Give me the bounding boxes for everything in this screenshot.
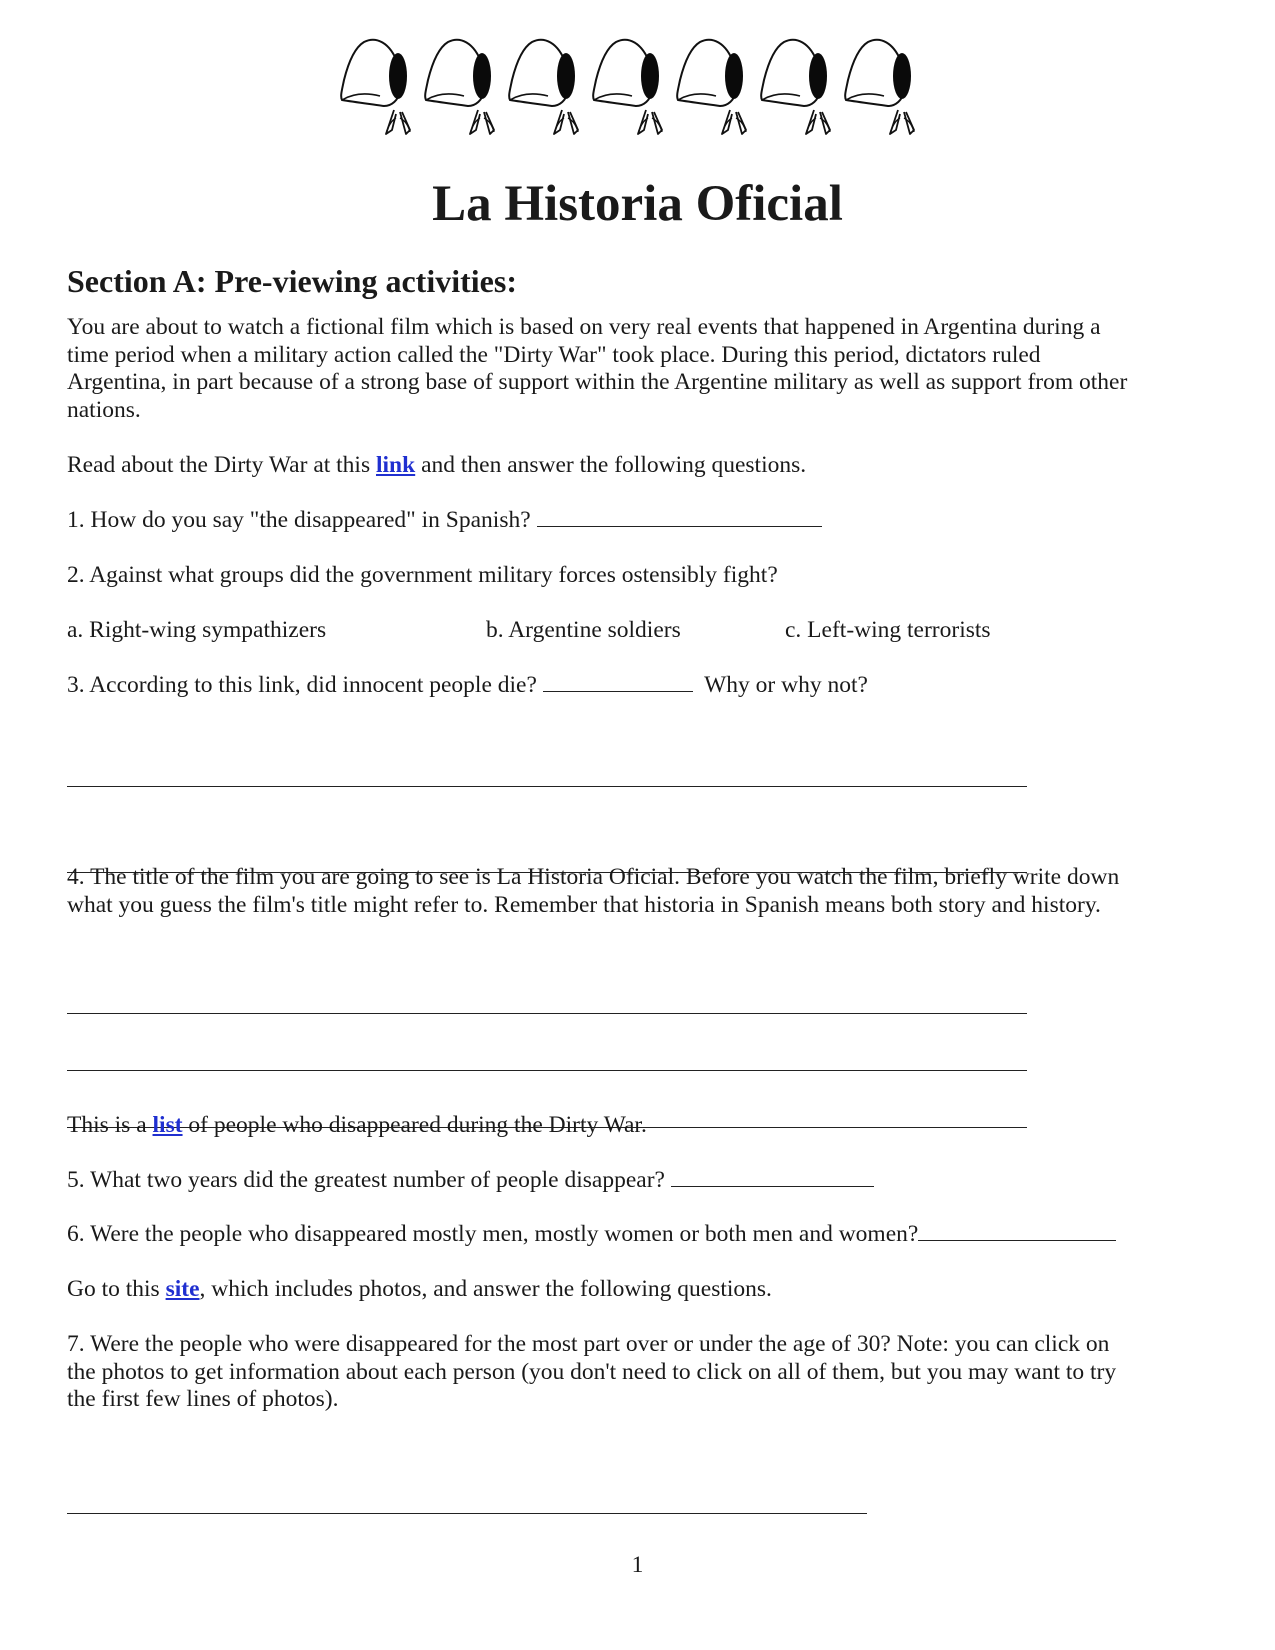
answer-line[interactable] [67,1513,867,1514]
site-intro-text: , which includes photos, and answer the following questions. [199,1276,772,1302]
headscarf-icon [593,40,662,134]
option-a[interactable]: a. Right-wing sympathizers [67,617,327,643]
headscarf-icon [845,40,914,134]
list-paragraph [67,1111,647,1140]
answer-blank-6[interactable] [918,1220,1116,1241]
question-3-text: 3. According to this link, did innocent people die? [67,672,537,698]
headscarf-icon [761,40,830,134]
read-about-text: and then answer the following questions. [415,452,807,478]
answer-blank-1[interactable] [537,506,822,527]
question-1-text: 1. How do you say "the disappeared" in Spanish? [67,507,531,533]
headscarf-banner-graphic [340,34,940,146]
question-5 [67,1166,874,1195]
question-7-line: 7. Were the people who were disappeared for the most part over or under the age of 30? Note: you can click on [67,1331,1110,1357]
question-2: 2. Against what groups did the government military forces ostensibly fight? [67,562,778,588]
photos-site-link[interactable]: site [165,1276,200,1302]
dirty-war-link[interactable]: link [375,452,416,478]
answer-line[interactable] [67,1070,1027,1071]
section-heading: Section A: Pre-viewing activities: [67,263,517,299]
option-c[interactable]: c. Left-wing terrorists [785,617,991,643]
question-3 [67,671,868,700]
answer-blank-3[interactable] [543,671,693,692]
site-paragraph [67,1275,772,1304]
intro-line: You are about to watch a fictional film which is based on very real events that happened in Argentina during a [67,314,1101,340]
answer-line[interactable] [67,786,1027,787]
question-4-line: 4. The title of the film you are going to see is La Historia Oficial. Before you watch the film, briefly write down [67,864,1120,890]
read-about-paragraph [67,451,806,480]
list-intro-text: This is a [67,1112,153,1138]
page-title: La Historia Oficial [432,176,843,232]
question-4-line: what you guess the film's title might refer to. Remember that historia in Spanish means both story and history. [67,892,1101,918]
question-7-line: the photos to get information about each person (you don't need to click on all of them, but you may want to try [67,1359,1117,1385]
question-1 [67,506,822,535]
intro-line: nations. [67,397,141,423]
question-6 [67,1220,1116,1249]
intro-line: time period when a military action called the "Dirty War" took place. During this period, dictators ruled [67,342,1041,368]
page-number: 1 [631,1552,644,1578]
question-3-followup: Why or why not? [704,672,868,698]
question-7-line: the first few lines of photos). [67,1386,339,1412]
headscarf-icon [341,40,410,134]
read-about-text: Read about the Dirty War at this [67,452,376,478]
answer-blank-5[interactable] [671,1166,874,1187]
intro-line: Argentina, in part because of a strong base of support within the Argentine military as well as support from other [67,369,1128,395]
list-intro-text: of people who disappeared during the Dirty War. [182,1112,647,1138]
headscarf-icon [425,40,494,134]
answer-line[interactable] [67,1013,1027,1014]
question-6-text: 6. Were the people who disappeared mostly men, mostly women or both men and women? [67,1221,919,1247]
question-5-text: 5. What two years did the greatest number of people disappear? [67,1167,665,1193]
option-b[interactable]: b. Argentine soldiers [486,617,681,643]
headscarf-icon [509,40,578,134]
site-intro-text: Go to this [67,1276,166,1302]
disappeared-list-link[interactable]: list [152,1112,183,1138]
headscarf-icon [677,40,746,134]
headscarf-banner [340,34,940,146]
